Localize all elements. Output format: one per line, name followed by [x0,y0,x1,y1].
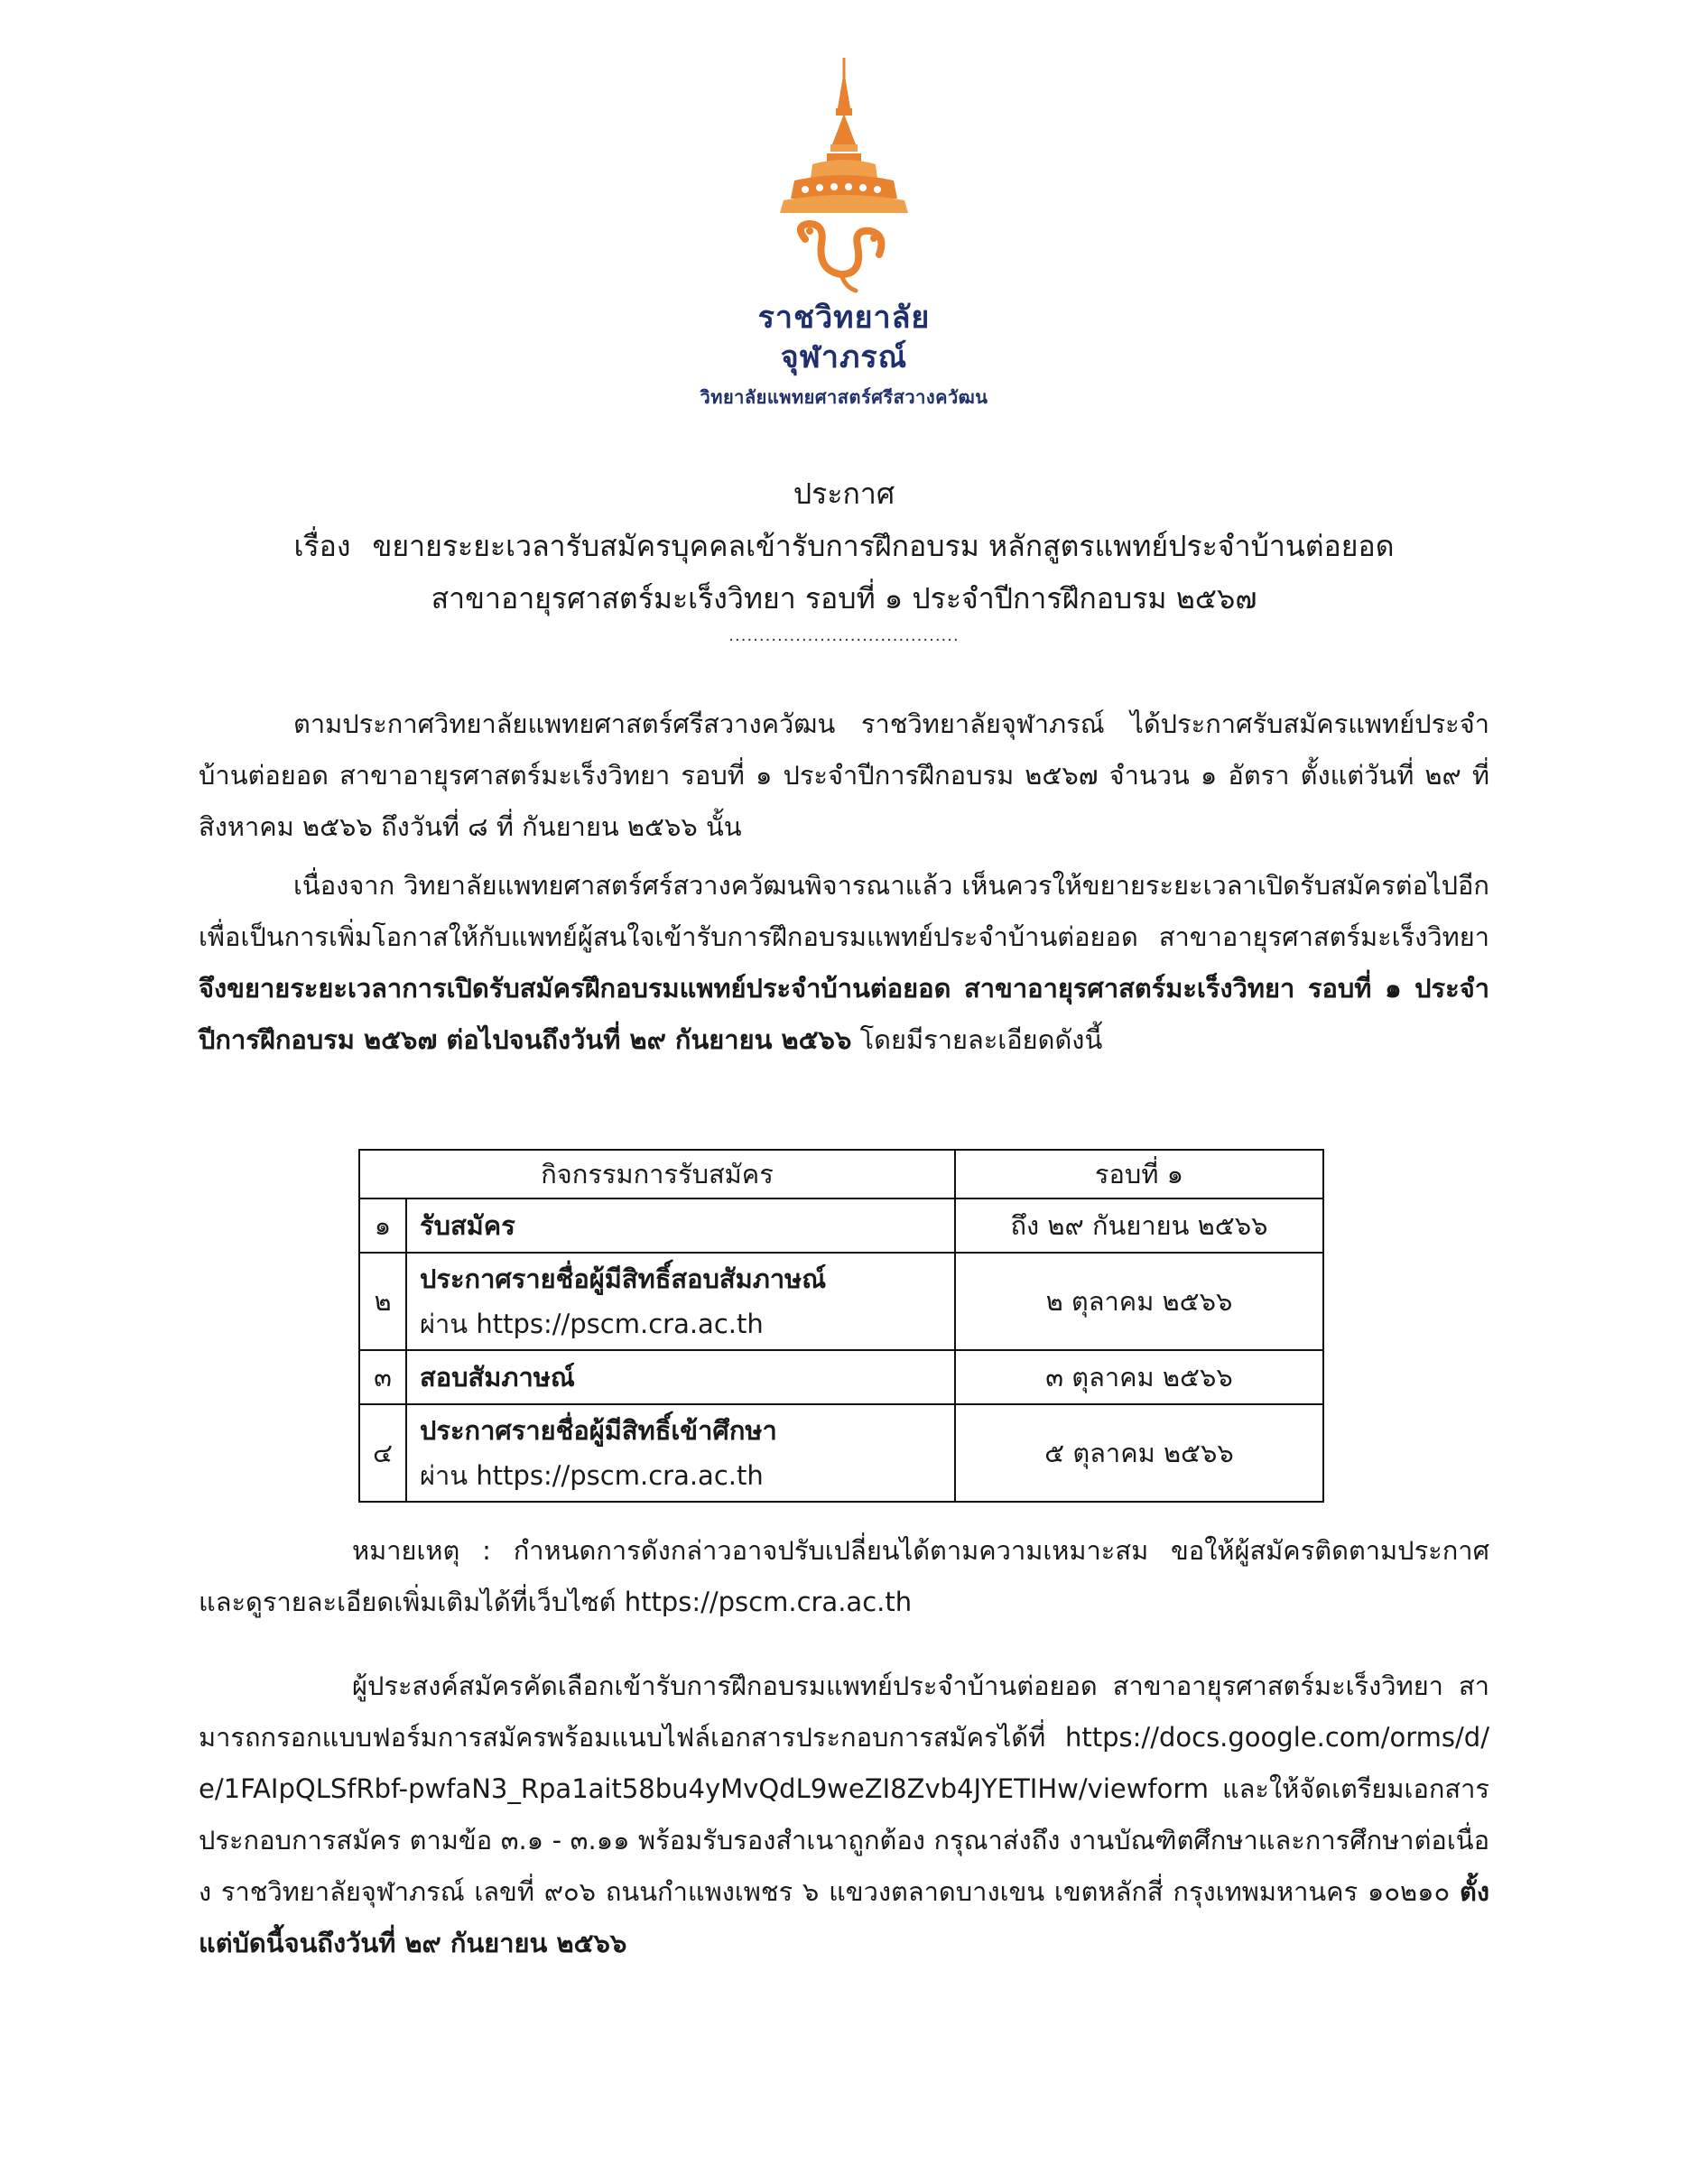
row-activity [406,1198,955,1253]
org-name-line1: ราชวิทยาลัย [757,300,931,336]
activity-url: ผ่าน https://pscm.cra.ac.th [420,1460,764,1491]
row-date: ๕ ตุลาคม ๒๕๖๖ [955,1404,1323,1502]
activity-label: รับสมัคร [420,1210,515,1241]
paragraph-extension [199,860,1489,1066]
org-name-line3: วิทยาลัยแพทยศาสตร์ศรีสวางควัฒน [700,386,988,408]
schedule-header-row [359,1150,1323,1198]
table-row [359,1198,1323,1253]
activity-label: ประกาศรายชื่อผู้มีสิทธิ์สอบสัมภาษณ์ [420,1263,827,1294]
header-logo-block [0,54,1688,410]
row-date: ถึง ๒๙ กันยายน ๒๕๖๖ [955,1198,1323,1253]
college-emblem-icon [758,54,930,298]
row-activity [406,1253,955,1350]
application-deadline: ตั้งแต่บัดนี้จนถึงวันที่ ๒๙ กันยายน ๒๕๖๖ [199,1876,1490,1958]
extension-bold-text: จึงขยายระยะเวลาการเปิดรับสมัครฝึกอบรมแพทย์ประจำบ้านต่อยอด สาขาอายุรศาสตร์มะเร็งวิทยา รอบที่ ๑ ประจำปีการฝึกอบรม ๒๕๖๗ ต่อไปจนถึงวันที่ ๒๙ กันยายน ๒๕๖๖ [199,973,1489,1055]
table-row [359,1350,1323,1404]
paragraph-application [199,1661,1489,1969]
extension-tail-text: โดยมีรายละเอียดดังนี้ [859,1024,1103,1055]
activity-url: ผ่าน https://pscm.cra.ac.th [420,1309,764,1339]
subject-text-1: ขยายระยะเวลารับสมัครบุคคลเข้ารับการฝึกอบรม หลักสูตรแพทย์ประจำบ้านต่อยอด [372,529,1395,563]
announcement-heading: ประกาศ [793,477,895,511]
org-name-line2: จุฬาภรณ์ [780,339,908,375]
paragraph-background: ตามประกาศวิทยาลัยแพทยศาสตร์ศรีสวางควัฒน ราชวิทยาลัยจุฬาภรณ์ ได้ประกาศรับสมัครแพทย์ประจำบ้านต่อยอด สาขาอายุรศาสตร์มะเร็งวิทยา รอบที่ ๑ ประจำปีการฝึกอบรม ๒๕๖๗ จำนวน ๑ อัตรา ตั้งแต่วันที่ ๒๙ ที่ สิงหาคม ๒๕๖๖ ถึงวันที่ ๘ ที่ กันยายน ๒๕๖๖ นั้น [199,708,1489,842]
table-row [359,1253,1323,1350]
announcement-subject-line2: สาขาอายุรศาสตร์มะเร็งวิทยา รอบที่ ๑ ประจำปีการฝึกอบรม ๒๕๖๗ [431,581,1257,615]
paragraph-note: หมายเหตุ : กำหนดการดังกล่าวอาจปรับเปลี่ยนได้ตามความเหมาะสม ขอให้ผู้สมัครติดตามประกาศและดูรายละเอียดเพิ่มเติมได้ที่เว็บไซต์ https://pscm.cra.ac.th [199,1535,1489,1617]
header-round: รอบที่ ๑ [955,1150,1323,1198]
extension-text: เนื่องจาก วิทยาลัยแพทยศาสตร์ศร์สวางควัฒนพิจารณาแล้ว เห็นควรให้ขยายระยะเวลาเปิดรับสมัครต่อไปอีก เพื่อเป็นการเพิ่มโอกาสให้กับแพทย์ผู้สนใจเข้ารับการฝึกอบรมแพทย์ประจำบ้านต่อยอด สาขาอายุรศาสตร์มะเร็งวิทยา [199,870,1489,952]
activity-label: สอบสัมภาษณ์ [420,1362,575,1393]
application-text: ผู้ประสงค์สมัครคัดเลือกเข้ารับการฝึกอบรมแพทย์ประจำบ้านต่อยอด สาขาอายุรศาสตร์มะเร็งวิทยา สามารถกรอกแบบฟอร์มการสมัครพร้อมแนบไฟล์เอกสารประกอบการสมัครได้ที่ https://docs.google.com/orms/d/e/1FAIpQLSfRbf-pwfaN3_Rpa1ait58bu4yMvQdL9weZI8Zvb4JYETIHw/viewform และให้จัดเตรียมเอกสารประกอบการสมัคร ตามข้อ ๓.๑ - ๓.๑๑ พร้อมรับรองสำเนาถูกต้อง กรุณาส่งถึง งานบัณฑิตศึกษาและการศึกษาต่อเนื่อง ราชวิทยาลัยจุฬาภรณ์ เลขที่ ๙๐๖ ถนนกำแพงเพชร ๖ แขวงตลาดบางเขน เขตหลักสี่ กรุงเทพมหานคร ๑๐๒๑๐ [199,1670,1489,1907]
row-number: ๔ [359,1404,406,1502]
row-date: ๒ ตุลาคม ๒๕๖๖ [955,1253,1323,1350]
row-date: ๓ ตุลาคม ๒๕๖๖ [955,1350,1323,1404]
announcement-title-block [0,467,1688,648]
activity-label: ประกาศรายชื่อผู้มีสิทธิ์เข้าศึกษา [420,1415,777,1446]
table-row [359,1404,1323,1502]
row-activity [406,1350,955,1404]
row-number: ๓ [359,1350,406,1404]
subject-label: เรื่อง [293,529,351,563]
row-number: ๒ [359,1253,406,1350]
header-activity: กิจกรรมการรับสมัคร [359,1150,955,1198]
row-number: ๑ [359,1198,406,1253]
title-divider-dots: ...................................... [728,626,960,645]
announcement-subject-line1 [0,520,1688,572]
row-activity [406,1404,955,1502]
schedule-table [358,1149,1324,1503]
